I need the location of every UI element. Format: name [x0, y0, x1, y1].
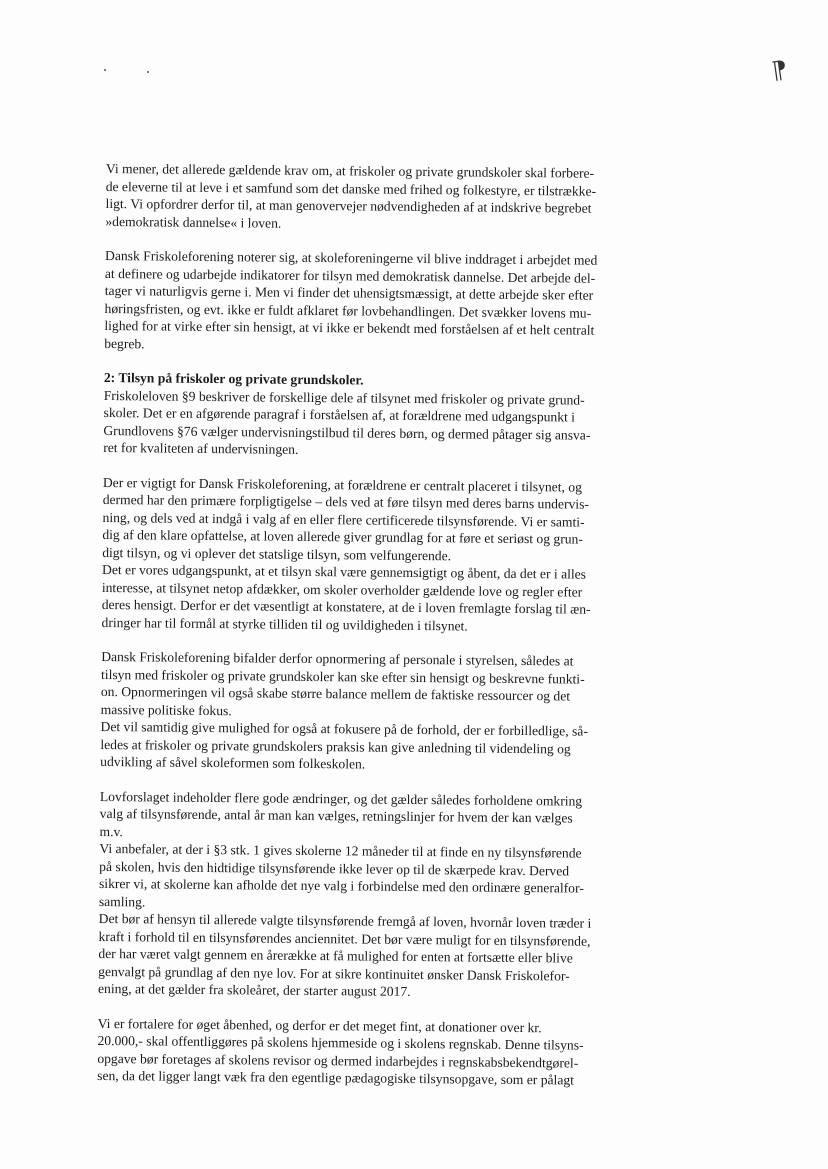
text-line: Det er vores udgangspunkt, at et tilsyn skal være gennemsigtigt og åbent, da det er i alles — [101, 561, 587, 582]
text-line: tager vi naturligvis gerne i. Men vi finder det uhensigtsmæssigt, at dette arbejde sker efter — [104, 282, 594, 303]
text-line: Vi mener, det allerede gældende krav om, at friskoler og private grundskoler skal forbere- — [105, 160, 595, 181]
text-line: interesse, at tilsynet netop afdækker, om skoler overholder gældende love og regler efter — [101, 579, 583, 600]
text-line: Det vil samtidig give mulighed for også at fokusere på de forhold, der er forbilledlige, så- — [100, 718, 588, 739]
text-line: dig af den klare opfattelse, at loven allerede giver grundlag for at føre et seriøst og grun- — [102, 526, 583, 547]
text-line: ret for kvaliteten af undervisningen. — [103, 439, 299, 457]
paragraph — [97, 1014, 650, 1089]
text-line: sikrer vi, at skolerne kan afholde det nye valg i forbindelse med den ordinære generalfor- — [98, 875, 584, 896]
text-line: Der er vigtigt for Dansk Friskoleforening, at forældrene er centralt placeret i tilsynet, og — [102, 474, 582, 495]
text-line: Dansk Friskoleforening noterer sig, at skoleforeningerne vil blive inddraget i arbejdet med — [105, 247, 598, 268]
scan-speck — [147, 71, 149, 73]
text-line: sen, da det ligger langt væk fra den egentlige pædagogiske tilsynsopgave, som er pålagt — [97, 1067, 575, 1088]
text-line: ening, at det gælder fra skoleåret, der starter august 2017. — [97, 980, 411, 999]
section-heading: 2: Tilsyn på friskoler og private grundskoler. — [103, 369, 364, 388]
text-line: opgave bør foretages af skolens revisor og dermed indarbejdes i regnskabsbekendtgørel- — [97, 1050, 579, 1071]
paragraph — [101, 473, 654, 636]
text-line: begreb. — [104, 335, 145, 351]
text-line: lighed for at virke efter sin hensigt, at vi ikke er bekendt med forståelsen af et helt centralt — [104, 317, 595, 338]
text-line: kraft i forhold til en tilsynsførendes anciennitet. Det bør være muligt for en tilsynsførende, — [98, 928, 591, 949]
text-line: ning, og dels ved at indgå i valg af en eller flere certificerede tilsynsførende. Vi er samti- — [102, 509, 585, 530]
text-line: tilsyn med friskoler og private grundskoler kan ske efter sin hensigt og beskrevne funkti- — [100, 666, 585, 687]
text-line: Dansk Friskoleforening bifalder derfor opnormering af personale i styrelsen, således at — [101, 648, 574, 669]
document-body — [97, 160, 658, 1090]
handwritten-page-mark: ⁋ — [770, 55, 790, 85]
text-line: høringsfristen, og evt. ikke er fuldt afklaret før lovbehandlingen. Det svækker lovens mu- — [104, 300, 592, 321]
paragraph — [103, 369, 656, 462]
text-line: »demokratisk dannelse« i loven. — [105, 213, 282, 231]
text-line: genvalgt på grundlag af den nye lov. For at sikre kontinuitet ønsker Dansk Friskolefor- — [98, 963, 570, 983]
paragraph — [100, 648, 653, 776]
text-line: at definere og udarbejde indikatorer for tilsyn med demokratisk dannelse. Det arbejde del- — [104, 265, 596, 286]
text-line: dermed har den primære forpligtigelse – dels ved at føre tilsyn med deres barns undervis- — [102, 491, 590, 512]
text-line: Vi er fortalere for øget åbenhed, og derfor er det meget fint, at donationer over kr. — [97, 1015, 542, 1035]
text-line: Det bør af hensyn til allerede valgte tilsynsførende fremgå af loven, hvornår loven træder i — [98, 910, 592, 931]
text-line: der har været valgt gennem en årerække at få mulighed for enten at fortsætte eller blive — [98, 945, 573, 966]
text-line: Lovforslaget indeholder flere gode ændringer, og det gælder således forholdene omkring — [99, 788, 583, 809]
text-line: valg af tilsynsførende, antal år man kan vælges, retningslinjer for hvem der kan vælges — [99, 805, 573, 826]
text-line: m.v. — [99, 823, 123, 839]
paragraph — [105, 160, 658, 235]
text-line: Grundlovens §76 vælger undervisningstilbud til deres børn, og dermed påtager sig ansva- — [103, 422, 591, 443]
text-line: on. Opnormeringen vil også skabe større balance mellem de faktiske ressourcer og det — [100, 683, 571, 704]
text-line: de eleverne til at leve i et samfund som det danske med frihed og folkestyre, er tilstrække- — [105, 178, 597, 199]
text-line: ligt. Vi opfordrer derfor til, at man genovervejer nødvendigheden af at indskrive begrebet — [105, 195, 592, 216]
scan-speck — [104, 69, 106, 71]
text-line: skoler. Det er en afgørende paragraf i forståelsen af, at forældrene med udgangspunkt i — [103, 404, 576, 425]
text-line: 20.000,- skal offentliggøres på skolens hjemmeside og i skolens regnskab. Denne tilsyns- — [97, 1032, 584, 1053]
text-line: ledes at friskoler og private grundskolers praksis kan give anledning til videndeling og — [100, 736, 571, 756]
paragraph — [104, 247, 657, 357]
text-line: samling. — [98, 893, 146, 909]
text-line: udvikling af såvel skoleformen som folkeskolen. — [100, 753, 366, 772]
text-line: massive politiske fokus. — [100, 701, 232, 718]
text-line: deres hensigt. Derfor er det væsentligt at konstatere, at de i loven fremlagte forslag til æn- — [101, 596, 591, 617]
text-line: Vi anbefaler, at der i §3 stk. 1 gives skolerne 12 måneder til at finde en ny tilsynsførende — [99, 840, 582, 861]
text-line: digt tilsyn, og vi oplever det statslige tilsyn, som velfungerende. — [102, 544, 452, 563]
text-line: på skolen, hvis den hidtidige tilsynsførende ikke lever op til de skærpede krav. Derved — [99, 858, 570, 878]
paragraph — [98, 787, 652, 1002]
text-line: Friskoleloven §9 beskriver de forskellige dele af tilsynet med friskoler og private grund- — [103, 387, 585, 408]
text-line: dringer har til formål at styrke tilliden til og uvildigheden i tilsynet. — [101, 614, 468, 633]
